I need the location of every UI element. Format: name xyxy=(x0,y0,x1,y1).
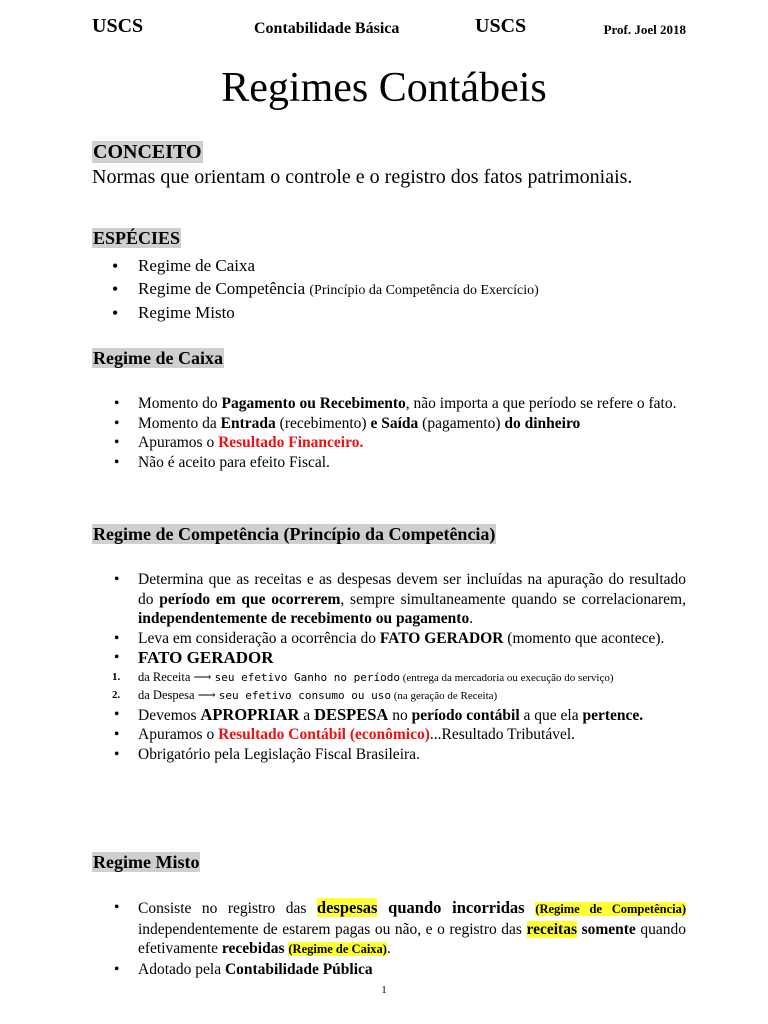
competencia-list xyxy=(92,570,686,764)
caixa-list xyxy=(92,394,686,472)
page-number: 1 xyxy=(381,984,387,996)
list-item: • Regime Misto xyxy=(92,302,686,325)
list-item: • Obrigatório pela Legislação Fiscal Brasileira. xyxy=(92,745,686,765)
list-item: • Momento do Pagamento ou Recebimento, não importa a que período se refere o fato. xyxy=(92,394,686,414)
especies-section xyxy=(92,228,686,325)
list-item: • Regime de Competência (Princípio da Competência do Exercício) xyxy=(92,278,686,303)
misto-heading: Regime Misto xyxy=(93,852,200,872)
header-left: USCS xyxy=(92,15,144,37)
list-item: • Não é aceito para efeito Fiscal. xyxy=(92,453,686,473)
numbered-item: 1. da Receita ⟶ seu efetivo Ganho no período (entrega da mercadoria ou execução do serviço) xyxy=(92,669,686,687)
especies-list xyxy=(92,255,686,325)
list-item: • FATO GERADOR xyxy=(92,648,686,669)
especies-label: ESPÉCIES xyxy=(93,228,181,248)
list-item: • Apuramos o Resultado Contábil (econômico)...Resultado Tributável. xyxy=(92,725,686,745)
page-title: Regimes Contábeis xyxy=(221,65,547,111)
numbered-item: 2. da Despesa ⟶ seu efetivo consumo ou uso (na geração de Receita) xyxy=(92,687,686,705)
list-item: • Regime de Caixa xyxy=(92,255,686,278)
list-item: • Devemos APROPRIAR a DESPESA no período contábil a que ela pertence. xyxy=(92,705,686,726)
list-item: • Adotado pela Contabilidade Pública xyxy=(92,960,686,980)
list-item: • Determina que as receitas e as despesas devem ser incluídas na apuração do resultado do período em que ocorrerem, sempre simultaneamente quando se correlacionarem, independentemente de recebimento ou pagamento. xyxy=(92,570,686,629)
list-item: • Consiste no registro das despesas quando incorridas (Regime de Competência) independentemente de estarem pagas ou não, e o registro das receitas somente quando efetivamente recebidas (Regime de Caixa). xyxy=(92,898,686,960)
header-right: USCS xyxy=(475,15,527,37)
list-item: • Momento da Entrada (recebimento) e Saída (pagamento) do dinheiro xyxy=(92,414,686,434)
caixa-heading: Regime de Caixa xyxy=(93,348,223,368)
conceito-text: Normas que orientam o controle e o registro dos fatos patrimoniais. xyxy=(92,166,633,188)
misto-list xyxy=(92,898,686,979)
competencia-heading: Regime de Competência (Princípio da Competência) xyxy=(93,524,496,544)
header-author: Prof. Joel 2018 xyxy=(603,22,686,37)
list-item: • Leva em consideração a ocorrência do FATO GERADOR (momento que acontece). xyxy=(92,629,686,649)
conceito-label: CONCEITO xyxy=(93,141,202,163)
header-course: Contabilidade Básica xyxy=(254,20,400,37)
list-item: • Apuramos o Resultado Financeiro. xyxy=(92,433,686,453)
page-header xyxy=(92,12,686,38)
conceito-section xyxy=(92,140,686,190)
